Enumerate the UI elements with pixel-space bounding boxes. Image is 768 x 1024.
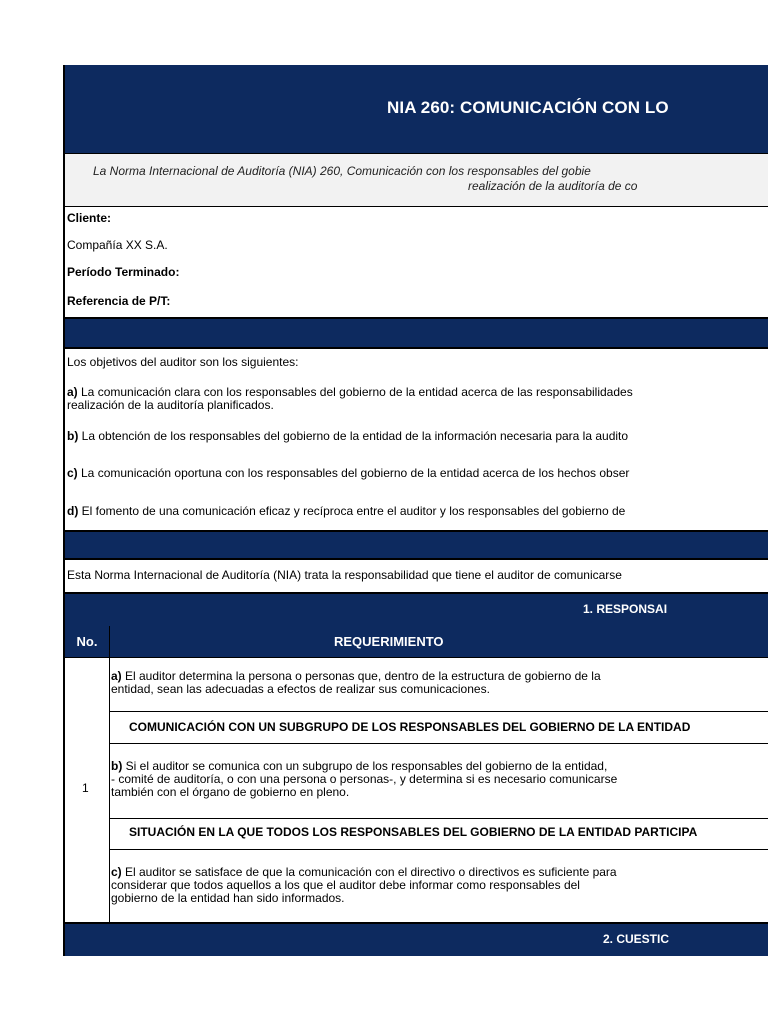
page-title: NIA 260: COMUNICACIÓN CON LO: [387, 98, 669, 117]
objetivo-a-letter: a): [67, 385, 78, 399]
req-c-line-3: gobierno de la entidad han sido informados.: [111, 891, 345, 905]
req-b-text: Si el auditor se comunica con un subgrupo de los responsables del gobierno de la entidad,: [122, 759, 608, 773]
worksheet: [63, 65, 768, 956]
row-border: [109, 743, 768, 744]
req-a-text: El auditor determina la persona o personas que, dentro de la estructura de gobierno de la: [121, 669, 601, 683]
section1-header-band: [65, 594, 768, 626]
req-c-letter: c): [111, 865, 122, 879]
req-b-letter: b): [111, 759, 123, 773]
objetivo-b: [67, 430, 628, 443]
row-number: 1: [82, 781, 89, 795]
referencia-label: Referencia de P/T:: [67, 294, 171, 308]
objetivo-c-text: La comunicación oportuna con los responsables del gobierno de la entidad acerca de los hechos obser: [77, 466, 630, 480]
objetivo-c: [67, 467, 629, 480]
objetivo-d-letter: d): [67, 504, 79, 518]
row-border: [109, 849, 768, 850]
req-a-letter: a): [111, 669, 122, 683]
alcance-header-band: [65, 532, 768, 558]
col-divider: [109, 657, 110, 923]
req-c-text: El auditor se satisface de que la comunicación con el directivo o directivos es suficiente para: [121, 865, 617, 879]
intro-line-1: La Norma Internacional de Auditoría (NIA) 260, Comunicación con los responsables del gobie: [93, 164, 591, 178]
divider: [65, 347, 768, 349]
intro-line-2: realización de la auditoría de co: [468, 179, 638, 193]
objetivo-a-text: La comunicación clara con los responsables del gobierno de la entidad acerca de las responsabilidades: [77, 385, 633, 399]
section2-heading: 2. CUESTIC: [603, 932, 670, 946]
objetivo-c-letter: c): [67, 466, 78, 480]
col-header-requerimiento-label: REQUERIMIENTO: [334, 634, 444, 649]
objetivo-a-line-2: realización de la auditoría planificados.: [67, 398, 274, 412]
row-border: [109, 818, 768, 819]
col-header-no: No.: [65, 626, 109, 657]
cliente-label: Cliente:: [67, 211, 112, 225]
objetivo-d: [67, 505, 625, 518]
section2-header-band: [65, 924, 768, 956]
req-b-line-3: también con el órgano de gobierno en pleno.: [111, 785, 350, 799]
col-header-requerimiento: [110, 626, 768, 657]
req-c-line-2: considerar que todos aquellos a los que el auditor debe informar como responsables del: [111, 878, 580, 892]
divider: [65, 558, 768, 560]
row-border: [109, 711, 768, 712]
objetivo-d-text: El fomento de una comunicación eficaz y recíproca entre el auditor y los responsables del gobierno de: [78, 504, 626, 518]
title-band: [65, 65, 768, 153]
col-divider: [109, 626, 110, 657]
objetivos-heading: Los objetivos del auditor son los siguientes:: [67, 355, 299, 369]
compania-value: Compañía XX S.A.: [67, 238, 168, 252]
alcance-text: Esta Norma Internacional de Auditoría (NIA) trata la responsabilidad que tiene el auditor de comunicarse: [67, 568, 622, 582]
section1-heading: 1. RESPONSAI: [583, 602, 668, 616]
subheading-subgrupo: COMUNICACIÓN CON UN SUBGRUPO DE LOS RESPONSABLES DEL GOBIERNO DE LA ENTIDAD: [129, 720, 691, 734]
periodo-label: Período Terminado:: [67, 265, 180, 279]
objetivo-b-letter: b): [67, 429, 79, 443]
req-a-line-2: entidad, sean las adecuadas a efectos de realizar sus comunicaciones.: [111, 682, 490, 696]
intro-box: [65, 153, 768, 207]
objetivos-header-band: [65, 319, 768, 347]
req-b-line-2: - comité de auditoría, o con una persona o personas-, y determina si es necesario comunicarse: [111, 772, 618, 786]
row-border: [65, 657, 768, 658]
objetivo-b-text: La obtención de los responsables del gobierno de la entidad de la información necesaria para la audito: [78, 429, 629, 443]
subheading-situacion: SITUACIÓN EN LA QUE TODOS LOS RESPONSABLES DEL GOBIERNO DE LA ENTIDAD PARTICIPA: [129, 825, 698, 839]
